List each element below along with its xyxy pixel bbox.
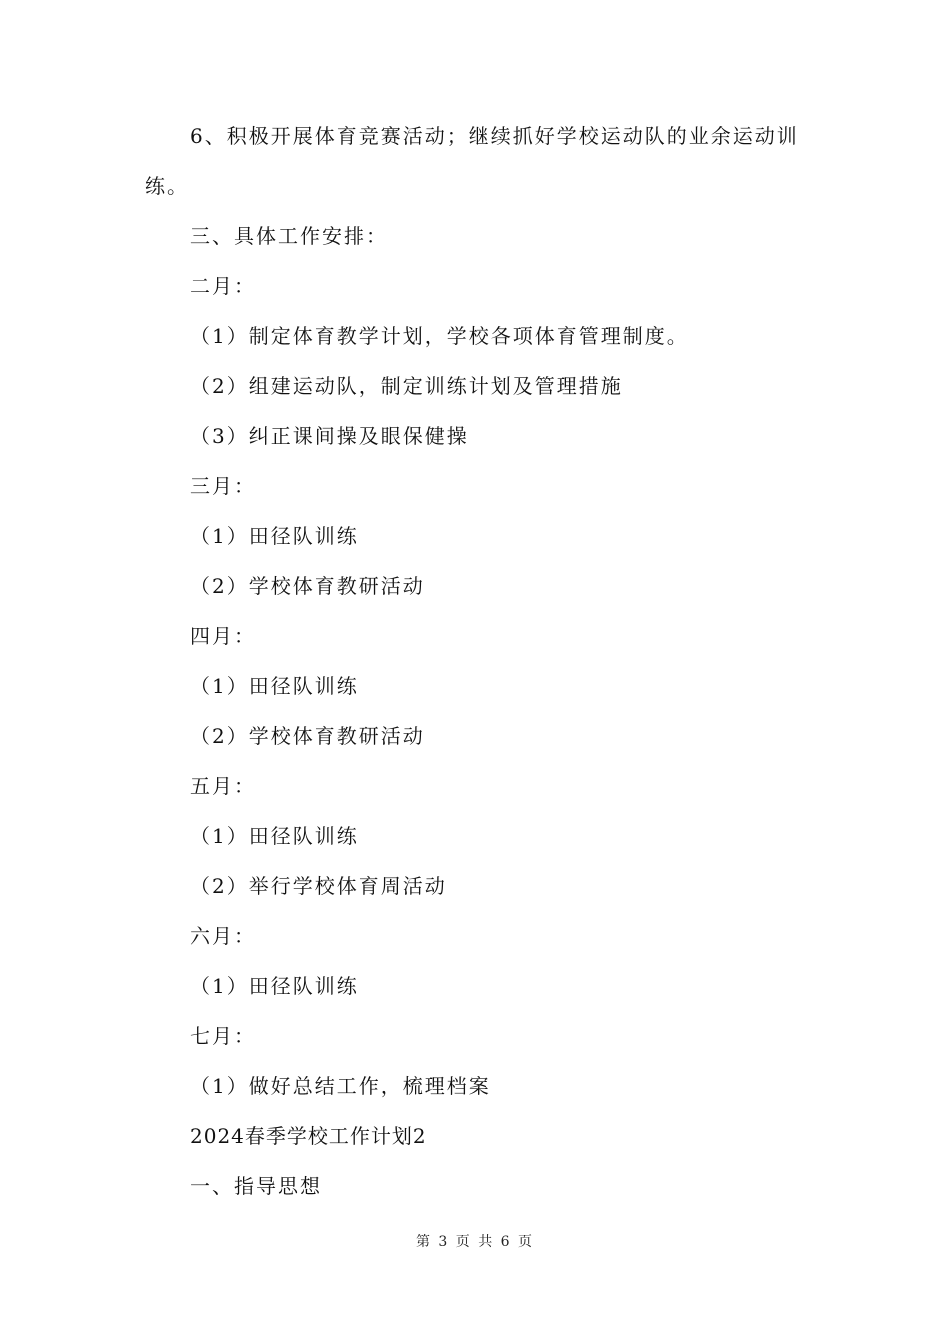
list-item: （1）田径队训练 [190, 974, 359, 998]
month-heading-apr: 四月： [190, 624, 256, 648]
section-heading-3: 三、具体工作安排： [190, 224, 388, 248]
list-item: （1）制定体育教学计划，学校各项体育管理制度。 [190, 324, 689, 348]
list-item: （1）做好总结工作，梳理档案 [190, 1074, 491, 1098]
list-item: （2）举行学校体育周活动 [190, 874, 447, 898]
list-item: （1）田径队训练 [190, 824, 359, 848]
section-heading-1: 一、指导思想 [190, 1174, 322, 1198]
document-title: 2024春季学校工作计划2 [190, 1124, 427, 1148]
list-item: （2）组建运动队，制定训练计划及管理措施 [190, 374, 623, 398]
month-heading-jun: 六月： [190, 924, 256, 948]
month-heading-mar: 三月： [190, 474, 256, 498]
list-item: （2）学校体育教研活动 [190, 724, 425, 748]
list-item: （2）学校体育教研活动 [190, 574, 425, 598]
page-number-footer: 第 3 页 共 6 页 [415, 1234, 535, 1250]
paragraph-item-6: 6、积极开展体育竞赛活动；继续抓好学校运动队的业余运动训 [190, 124, 799, 148]
list-item: （3）纠正课间操及眼保健操 [190, 424, 469, 448]
paragraph-continuation: 练。 [145, 174, 189, 198]
month-heading-jul: 七月： [190, 1024, 256, 1048]
list-item: （1）田径队训练 [190, 524, 359, 548]
list-item: （1）田径队训练 [190, 674, 359, 698]
month-heading-feb: 二月： [190, 274, 256, 298]
month-heading-may: 五月： [190, 774, 256, 798]
